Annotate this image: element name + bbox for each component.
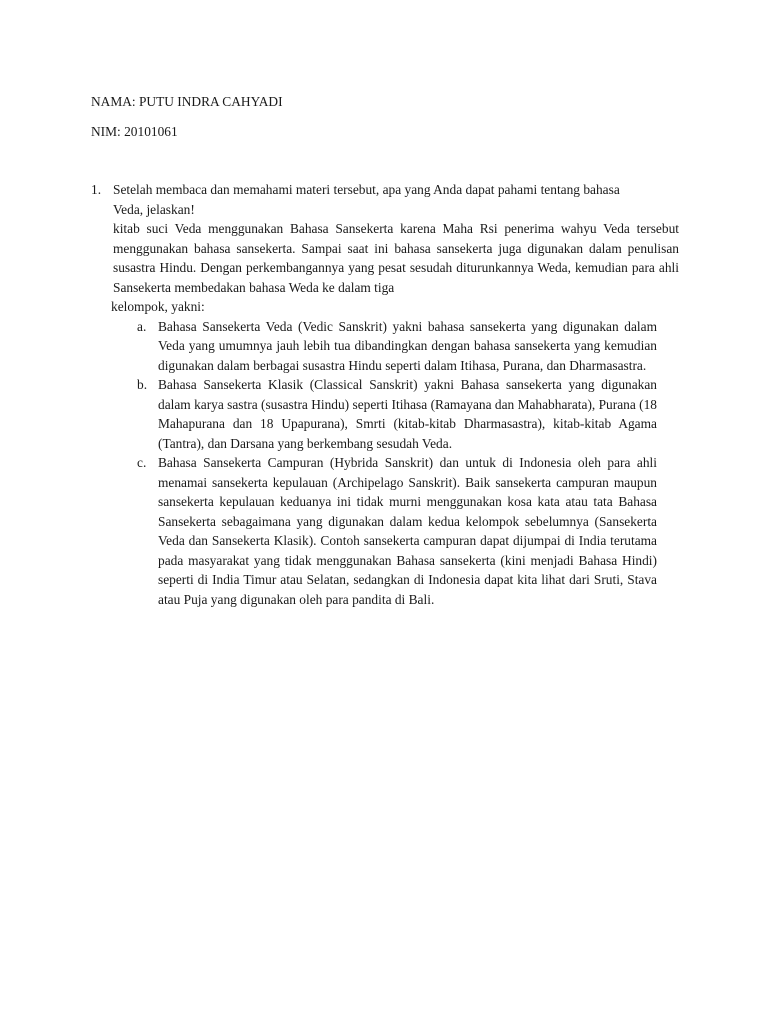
- question-body: [113, 180, 681, 609]
- student-name-line: NAMA: PUTU INDRA CAHYADI: [91, 94, 283, 109]
- list-item-marker: c.: [137, 455, 147, 470]
- list-item-text: Bahasa Sansekerta Klasik (Classical Sanskrit) yakni Bahasa sansekerta yang digunakan dalam karya sastra (susastra Hindu) seperti Itihasa (Ramayana dan Mahabharata), Purana (18 Mahapurana dan 18 Upapurana), Smrti (kitab-kitab Dharmasastra), kitab-kitab Agama (Tantra), dan Darsana yang berkembang sesudah Veda.: [158, 377, 657, 451]
- list-item: [137, 453, 657, 609]
- question-item: [91, 180, 681, 609]
- list-item-marker: b.: [137, 377, 148, 392]
- list-item: [137, 375, 657, 453]
- student-id-line: NIM: 20101061: [91, 124, 178, 139]
- list-item-text: Bahasa Sansekerta Campuran (Hybrida Sanskrit) dan untuk di Indonesia oleh para ahli menamai sansekerta kepulauan (Archipelago Sanskrit). Baik sansekerta campuran maupun sansekerta kepulauan keduanya ini tidak murni menggunakan kosa kata atau tata Bahasa Sansekerta sebagaimana yang digunakan dalam kedua kelompok sebelumnya (Sansekerta Veda dan Sansekerta Klasik). Contoh sansekerta campuran dapat dijumpai di India terutama pada masyarakat yang tidak menggunakan Bahasa sansekerta (kini menjadi Bahasa Hindi) seperti di India Timur atau Selatan, sedangkan di Indonesia dapat kita lihat dari Sruti, Stava atau Puja yang digunakan oleh para pandita di Bali.: [158, 455, 657, 607]
- list-item-marker: a.: [137, 318, 147, 334]
- answer-paragraph-tail: kelompok, yakni:: [111, 299, 205, 314]
- answer-paragraph: kitab suci Veda menggunakan Bahasa Sansekerta karena Maha Rsi penerima wahyu Veda tersebut menggunakan bahasa sansekerta. Sampai saat ini bahasa sansekerta juga digunakan dalam penulisan susastra Hindu. Dengan perkembangannya yang pesat sesudah diturunkannya Weda, kemudian para ahli Sansekerta membedakan bahasa Weda ke dalam tiga: [113, 221, 679, 295]
- list-item: [137, 317, 657, 376]
- question-number: 1.: [91, 182, 102, 197]
- sub-list: [137, 317, 657, 610]
- list-item-text: Bahasa Sansekerta Veda (Vedic Sanskrit) yakni bahasa sansekerta yang digunakan dalam Veda yang umumnya jauh lebih tua dibandingkan dengan bahasa sansekerta yang kemudian digunakan dalam berbagai susastra Hindu seperti dalam Itihasa, Purana, dan Dharmasastra.: [158, 318, 657, 373]
- question-prompt: Setelah membaca dan memahami materi tersebut, apa yang Anda dapat pahami tentang bahasa Veda, jelaskan!: [113, 182, 620, 217]
